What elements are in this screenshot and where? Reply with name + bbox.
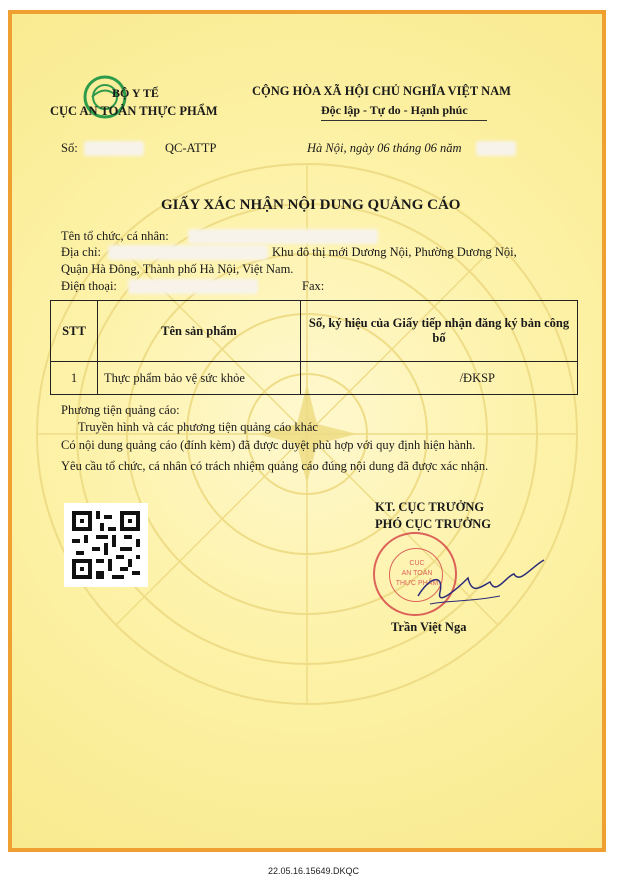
redacted-org [188,229,378,244]
redacted-year [476,141,516,156]
address-label: Địa chỉ: [61,245,101,259]
number-suffix: QC-ATTP [165,141,217,155]
product-name: Thực phẩm bảo vệ sức khỏe [104,370,245,385]
redacted-address [108,245,268,260]
document-title: GIẤY XÁC NHẬN NỘI DUNG QUẢNG CÁO [161,197,461,213]
stamp-text-3: THỰC PHẨM [395,580,439,587]
number-label: Số: [61,141,78,155]
place-date: Hà Nội, ngày 06 tháng 06 năm [307,141,462,155]
cell-stt: 1 [51,362,98,395]
address-line2: Quận Hà Đông, Thành phố Hà Nội, Việt Nam. [61,262,294,276]
header-stt: STT [51,301,98,362]
agency-name: CỤC AN TOÀN THỰC PHẨM [50,104,218,118]
address-line1-tail: Khu đô thị mới Dương Nội, Phường Dương Nội, [272,245,517,259]
approval-text: Có nội dung quảng cáo (đính kèm) đã được duyệt phù hợp với quy định hiện hành. [61,438,476,452]
stamp-text-1: CỤC [409,560,425,567]
registration-number: /ĐKSP [459,370,495,385]
qr-code [64,503,148,587]
phone-label: Điện thoại: [61,279,117,293]
qr-code-icon [72,511,140,579]
cell-product [98,362,301,395]
fax-label: Fax: [302,279,325,293]
ministry-name: BỘ Y TẾ [112,86,159,100]
motto: Độc lập - Tự do - Hạnh phúc [321,103,468,117]
header-product: Tên sản phẩm [98,301,301,362]
requirement-text: Yêu cầu tổ chức, cá nhân có trách nhiệm quảng cáo đúng nội dung đã được xác nhận. [61,459,489,473]
signature-title-1: KT. CỤC TRƯỞNG [375,500,485,514]
signature-title-2: PHÓ CỤC TRƯỞNG [375,517,491,531]
handwritten-signature [410,556,550,616]
stamp-text-2: AN TOÀN [401,570,433,577]
document-code: 22.05.16.15649.DKQC [267,866,360,876]
table-row [51,362,578,395]
cell-registration [301,362,578,395]
redacted-phone [128,279,258,294]
header-registration: Số, ký hiệu của Giấy tiếp nhận đăng ký bản công bố [301,301,578,362]
signer-name: Trần Việt Nga [391,620,467,634]
redacted-number [84,141,144,156]
motto-underline [321,120,487,121]
product-table [50,300,578,395]
means-value: Truyền hình và các phương tiện quảng cáo khác [78,420,318,434]
country-name: CỘNG HÒA XÃ HỘI CHỦ NGHĨA VIỆT NAM [252,84,511,98]
table-header-row [51,301,578,362]
org-label: Tên tổ chức, cá nhân: [61,229,169,243]
means-label: Phương tiện quảng cáo: [61,403,180,417]
